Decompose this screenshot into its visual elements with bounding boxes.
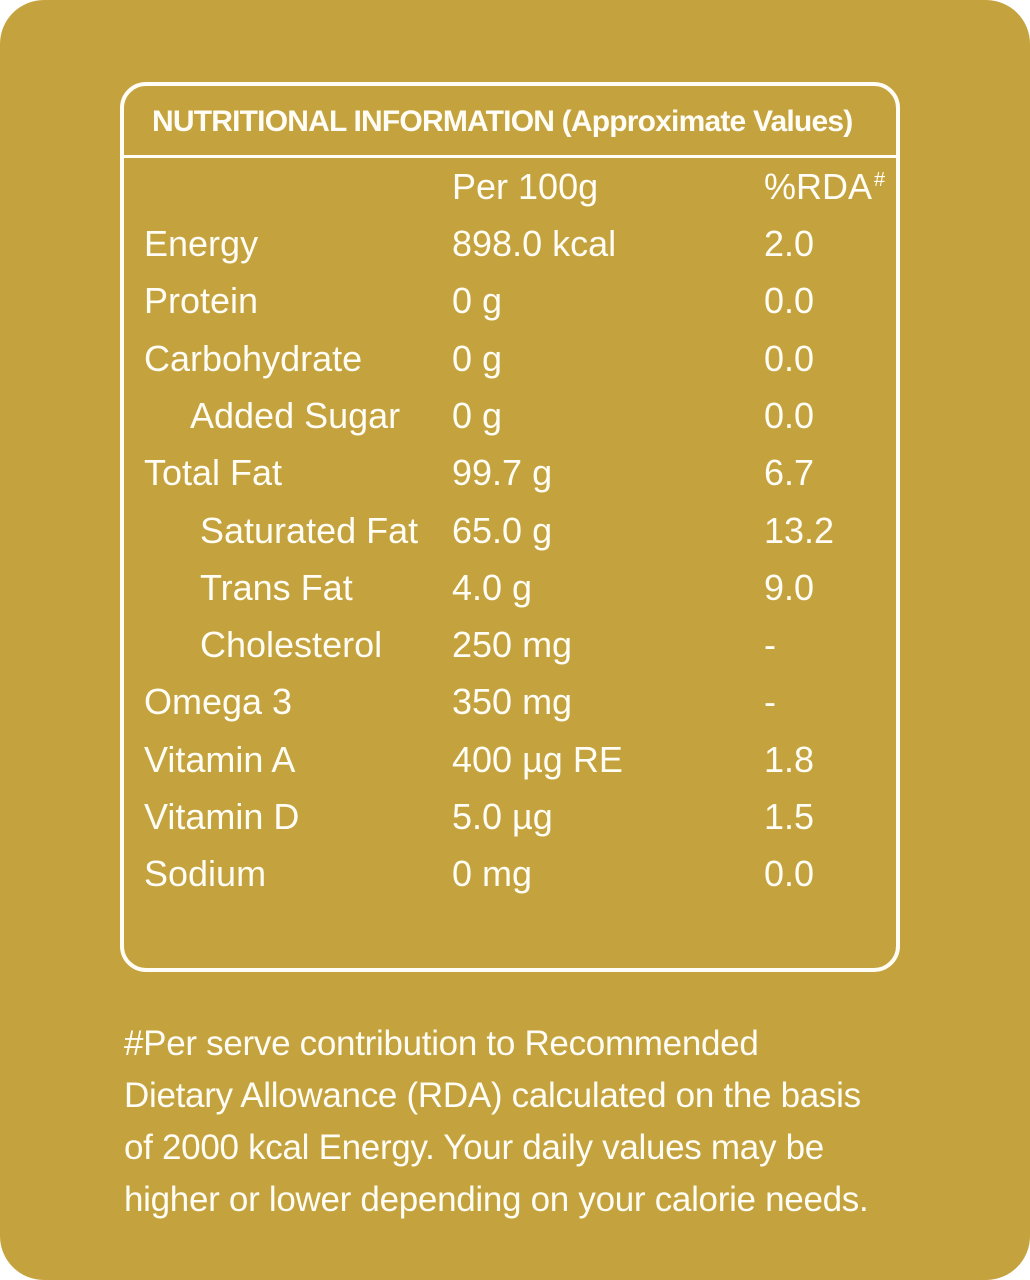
nutrient-rda: 0.0 [764, 394, 815, 436]
nutrient-value: 4.0 g [452, 566, 533, 608]
footnote-line: Dietary Allowance (RDA) calculated on the basis [124, 1076, 861, 1115]
nutrient-name: Trans Fat [200, 566, 353, 608]
column-header-per-100g: Per 100g [452, 166, 599, 207]
nutrient-value: 0 g [452, 337, 503, 379]
nutrient-name: Omega 3 [144, 681, 293, 723]
nutrient-value: 5.0 µg [452, 796, 553, 837]
nutrient-rda: - [764, 624, 776, 666]
nutrient-name: Carbohydrate [144, 337, 363, 379]
nutrient-value: 99.7 g [452, 452, 553, 494]
nutrition-table-panel [120, 82, 900, 972]
nutrient-name: Total Fat [144, 452, 283, 494]
table-header-row [124, 158, 896, 215]
nutrient-rda: 0.0 [764, 280, 815, 322]
table-row [124, 845, 896, 902]
nutrient-name: Vitamin A [144, 738, 296, 780]
table-row [124, 731, 896, 788]
nutrient-value: 400 µg RE [452, 738, 623, 780]
table-row [124, 215, 896, 272]
nutrient-value: 250 mg [452, 624, 573, 666]
table-row [124, 559, 896, 616]
nutrient-name: Cholesterol [200, 624, 383, 666]
rda-footnote [124, 1018, 984, 1226]
nutrient-name: Energy [144, 223, 259, 264]
table-row [124, 616, 896, 673]
footnote-line: of 2000 kcal Energy. Your daily values may be [124, 1128, 824, 1167]
nutrient-rda: 9.0 [764, 566, 815, 608]
rda-footnote-marker: # [874, 169, 886, 191]
nutrient-rda: 2.0 [764, 223, 815, 264]
nutrient-rda: 0.0 [764, 337, 815, 379]
nutrient-value: 0 g [452, 394, 503, 436]
nutrient-name: Sodium [144, 853, 267, 895]
nutrient-rda: 13.2 [764, 509, 835, 551]
table-row [124, 788, 896, 845]
nutrient-value: 898.0 kcal [452, 223, 617, 264]
nutrient-rda: 0.0 [764, 853, 815, 895]
nutrient-name: Saturated Fat [200, 509, 419, 551]
rda-label: %RDA [764, 166, 873, 207]
table-row [124, 673, 896, 730]
nutrient-rda: 1.8 [764, 738, 815, 780]
table-row [124, 444, 896, 501]
table-row [124, 387, 896, 444]
footnote-line: #Per serve contribution to Recommended [124, 1024, 759, 1063]
panel-title: NUTRITIONAL INFORMATION (Approximate Values) [124, 86, 896, 158]
table-row [124, 272, 896, 329]
nutrient-value: 0 mg [452, 853, 533, 895]
nutrient-value: 0 g [452, 280, 503, 322]
nutrient-value: 350 mg [452, 681, 573, 723]
nutrient-rda: - [764, 681, 776, 723]
nutrient-rda: 6.7 [764, 452, 815, 494]
table-row [124, 330, 896, 387]
nutrient-name: Protein [144, 280, 259, 322]
nutrient-name: Added Sugar [190, 394, 401, 436]
nutrient-name: Vitamin D [144, 796, 300, 837]
table-row [124, 502, 896, 559]
column-header-rda [764, 158, 885, 215]
nutrient-rda: 1.5 [764, 796, 815, 837]
footnote-line: higher or lower depending on your calorie needs. [124, 1180, 869, 1219]
nutrient-value: 65.0 g [452, 509, 553, 551]
